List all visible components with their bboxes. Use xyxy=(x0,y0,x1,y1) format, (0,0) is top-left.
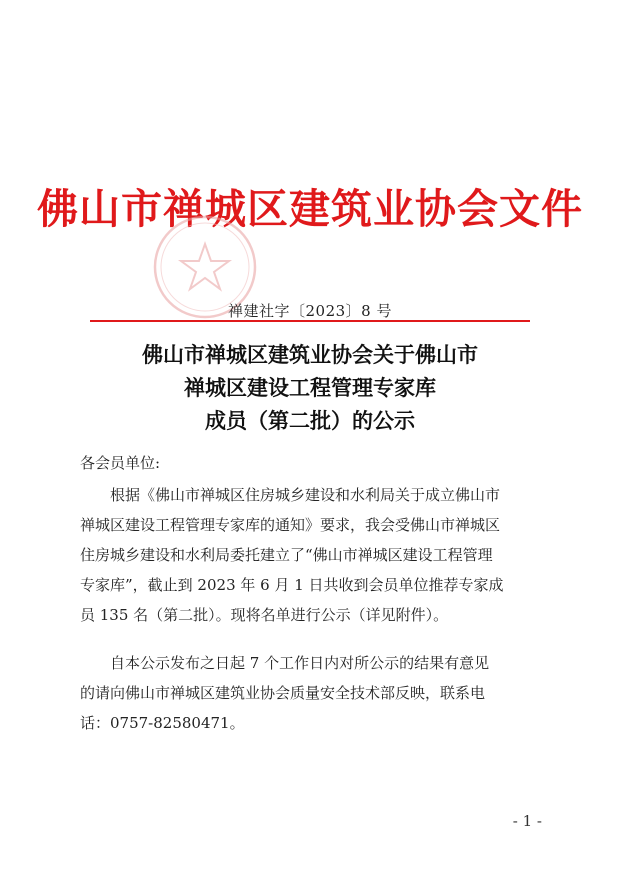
paragraph-line: 自本公示发布之日起 7 个工作日内对所公示的结果有意见 xyxy=(110,654,490,672)
paragraph-line: 的请向佛山市禅城区建筑业协会质量安全技术部反映，联系电 xyxy=(80,684,486,702)
paragraph-line: 专家库”，截止到 2023 年 6 月 1 日共收到会员单位推荐专家成 xyxy=(80,576,504,594)
paragraph-line: 住房城乡建设和水利局委托建立了“佛山市禅城区建设工程管理 xyxy=(80,546,493,564)
paragraph-line: 话：0757-82580471。 xyxy=(80,714,245,732)
body-paragraph-1 xyxy=(80,480,540,630)
paragraph-line: 根据《佛山市禅城区住房城乡建设和水利局关于成立佛山市 xyxy=(110,486,501,504)
notice-title xyxy=(0,339,620,438)
document-header-title: 佛山市禅城区建筑业协会文件 xyxy=(37,185,583,233)
salutation: 各会员单位: xyxy=(80,454,161,472)
paragraph-line: 禅城区建设工程管理专家库的通知》要求，我会受佛山市禅城区 xyxy=(80,516,501,534)
page-number: - 1 - xyxy=(512,812,542,830)
notice-title-line-3: 成员（第二批）的公示 xyxy=(205,409,415,433)
notice-title-line-1: 佛山市禅城区建筑业协会关于佛山市 xyxy=(142,343,478,367)
notice-title-line-2: 禅城区建设工程管理专家库 xyxy=(184,376,436,400)
paragraph-line: 员 135 名（第二批）。现将名单进行公示（详见附件）。 xyxy=(80,606,449,624)
body-paragraph-2 xyxy=(80,648,540,738)
document-number: 禅建社字〔2023〕8 号 xyxy=(228,302,392,320)
red-divider-line xyxy=(90,320,530,322)
